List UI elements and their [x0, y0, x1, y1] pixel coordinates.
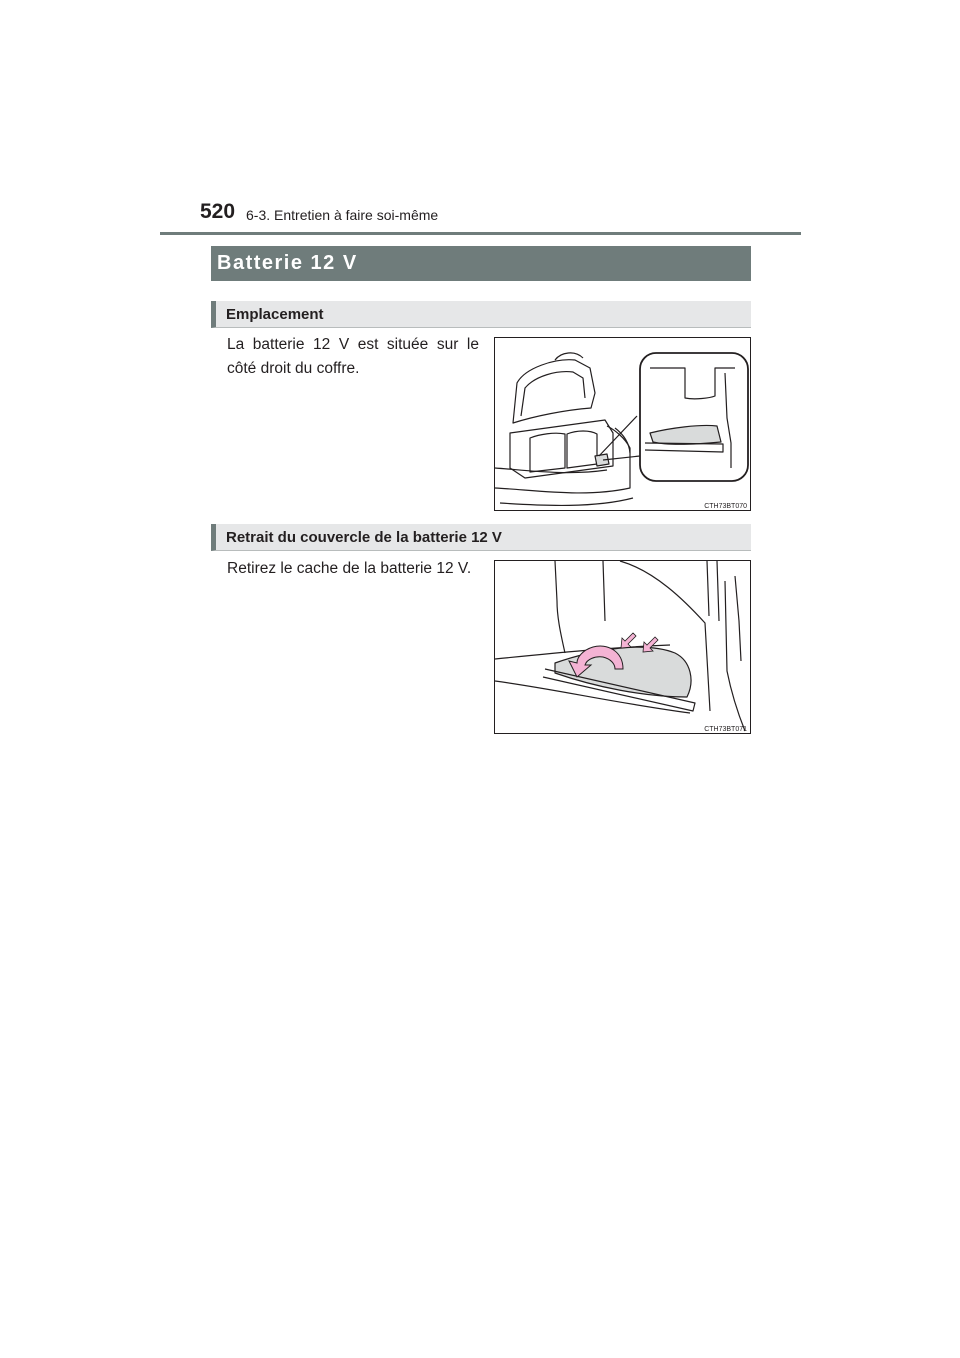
figure-code: CTH73BT071: [704, 726, 747, 733]
page-number: 520: [200, 200, 236, 223]
car-trunk-illustration: [495, 338, 751, 511]
section-heading-emplacement: Emplacement: [211, 301, 751, 328]
press-arrow-icon: [621, 633, 636, 648]
figure-battery-location: [494, 337, 751, 511]
chapter-title: 6-3. Entretien à faire soi-même: [246, 207, 439, 223]
page-title: Batterie 12 V: [211, 246, 751, 281]
section-heading-retrait: Retrait du couvercle de la batterie 12 V: [211, 524, 751, 551]
figure-code: CTH73BT070: [704, 503, 747, 510]
section-text-retrait: Retirez le cache de la batterie 12 V.: [227, 560, 472, 577]
section-text-emplacement: La batterie 12 V est située sur le côté droit du coffre.: [227, 336, 479, 377]
figure-battery-cover: [494, 560, 751, 734]
header-rule: [160, 232, 801, 235]
battery-cover-illustration: [495, 561, 751, 734]
